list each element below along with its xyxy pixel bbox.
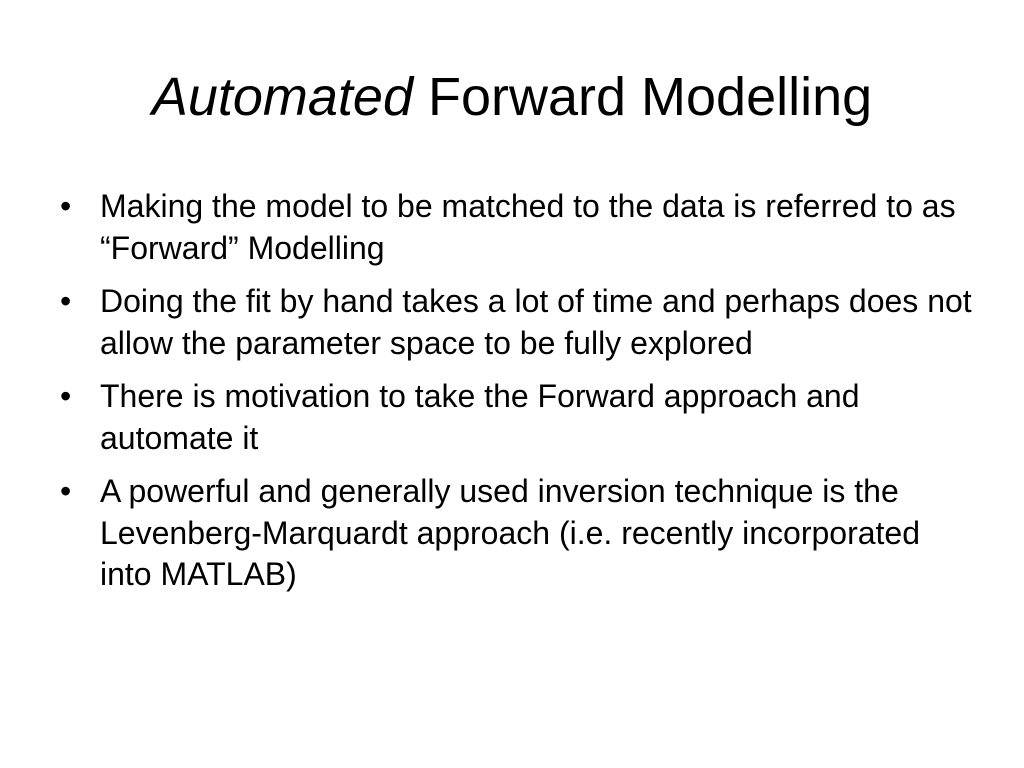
bullet-text: Making the model to be matched to the data is referred to as “Forward” Modelling	[100, 188, 956, 266]
bullet-list	[56, 186, 976, 608]
bullet-marker: •	[60, 378, 72, 414]
bullet-marker: •	[60, 473, 72, 509]
bullet-item	[56, 281, 976, 364]
bullet-text: A powerful and generally used inversion technique is the Levenberg-Marquardt approach (i.e. recently incorporated into MATLAB)	[100, 473, 921, 592]
slide-title	[0, 62, 1024, 132]
bullet-item	[56, 186, 976, 269]
bullet-item	[56, 376, 976, 459]
bullet-text: There is motivation to take the Forward approach and automate it	[100, 378, 860, 456]
slide-title-italic: Automated	[151, 67, 413, 127]
bullet-marker: •	[60, 283, 72, 319]
bullet-marker: •	[60, 188, 72, 224]
bullet-item	[56, 471, 976, 596]
bullet-text: Doing the fit by hand takes a lot of time and perhaps does not allow the parameter space to be fully explored	[100, 283, 972, 361]
slide-title-rest: Forward Modelling	[412, 67, 873, 127]
